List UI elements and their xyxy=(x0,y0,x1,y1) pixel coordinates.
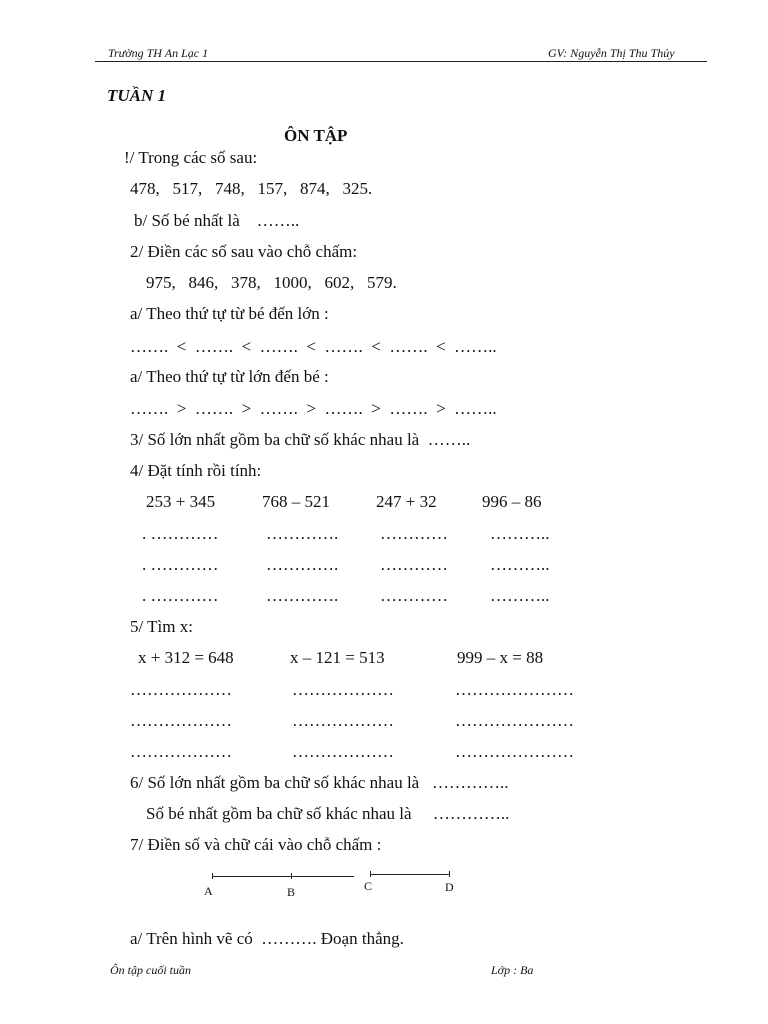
q2-a2-blanks: ……. > ……. > ……. > ……. > ……. > …….. xyxy=(130,399,497,418)
q4-dots: …………. xyxy=(266,524,339,543)
q4-dots: ……….. xyxy=(490,555,550,574)
q4-problem: 996 – 86 xyxy=(482,492,542,511)
tick-a xyxy=(212,873,213,879)
segment-c-d xyxy=(370,874,449,875)
q2-numbers: 975, 846, 378, 1000, 602, 579. xyxy=(146,273,397,292)
tick-d xyxy=(449,871,450,877)
q5-intro: 5/ Tìm x: xyxy=(130,617,193,636)
point-label-a: A xyxy=(204,884,213,898)
q4-dots: ……….. xyxy=(490,524,550,543)
q5-equation: x + 312 = 648 xyxy=(138,648,234,667)
q4-dots: . ………… xyxy=(142,586,219,605)
point-label-d: D xyxy=(445,880,454,894)
q7-a: a/ Trên hình vẽ có ………. Đoạn thẳng. xyxy=(130,929,404,948)
footer-right: Lớp : Ba xyxy=(491,963,534,977)
q3: 3/ Số lớn nhất gồm ba chữ số khác nhau là …….. xyxy=(130,430,471,449)
q1-b: b/ Số bé nhất là …….. xyxy=(134,211,300,230)
q4-dots: . ………… xyxy=(142,524,219,543)
q4-dots: …………. xyxy=(266,586,339,605)
header-school: Trường TH An Lạc 1 xyxy=(108,46,209,60)
q4-dots: ……….. xyxy=(490,586,550,605)
week-heading: TUẦN 1 xyxy=(107,86,167,105)
q1-intro: !/ Trong các số sau: xyxy=(124,148,258,167)
q4-dots: …………. xyxy=(266,555,339,574)
point-label-b: B xyxy=(287,885,296,899)
q5-dots: ……………… xyxy=(292,680,394,699)
q2-intro: 2/ Điền các số sau vào chỗ chấm: xyxy=(130,242,358,261)
q6-largest: 6/ Số lớn nhất gồm ba chữ số khác nhau là ………….. xyxy=(130,773,509,792)
q4-dots: ………… xyxy=(380,586,448,605)
q5-dots: ……………… xyxy=(292,742,394,761)
footer-left: Ôn tập cuối tuần xyxy=(110,963,191,977)
q5-dots: ………………… xyxy=(455,680,574,699)
q4-intro: 4/ Đặt tính rồi tính: xyxy=(130,461,262,480)
tick-b xyxy=(291,873,292,879)
q1-numbers: 478, 517, 748, 157, 874, 325. xyxy=(130,179,373,198)
q5-dots: ………………… xyxy=(455,742,574,761)
q5-dots: ……………… xyxy=(130,711,232,730)
q2-a1-blanks: ……. < ……. < ……. < ……. < ……. < …….. xyxy=(130,337,497,356)
q7-intro: 7/ Điền số và chữ cái vào chỗ chấm : xyxy=(130,835,382,854)
q5-dots: ……………… xyxy=(130,742,232,761)
header-teacher: GV: Nguyễn Thị Thu Thủy xyxy=(548,46,675,60)
segment-a-b xyxy=(212,876,354,877)
q5-dots: ……………… xyxy=(292,711,394,730)
q4-dots: ………… xyxy=(380,555,448,574)
q4-dots: ………… xyxy=(380,524,448,543)
q6-smallest: Số bé nhất gồm ba chữ số khác nhau là ………….. xyxy=(146,804,510,823)
q5-dots: ……………… xyxy=(130,680,232,699)
header-rule xyxy=(95,61,707,62)
q4-dots: . ………… xyxy=(142,555,219,574)
q4-problem: 768 – 521 xyxy=(262,492,330,511)
point-label-c: C xyxy=(364,879,373,893)
q5-equation: 999 – x = 88 xyxy=(457,648,544,667)
tick-c xyxy=(370,871,371,877)
page-title: ÔN TẬP xyxy=(284,126,348,145)
q2-a1: a/ Theo thứ tự từ bé đến lớn : xyxy=(130,304,329,323)
q5-dots: ………………… xyxy=(455,711,574,730)
q4-problem: 247 + 32 xyxy=(376,492,437,511)
q4-problem: 253 + 345 xyxy=(146,492,216,511)
q2-a2: a/ Theo thứ tự từ lớn đến bé : xyxy=(130,367,329,386)
q5-equation: x – 121 = 513 xyxy=(290,648,385,667)
